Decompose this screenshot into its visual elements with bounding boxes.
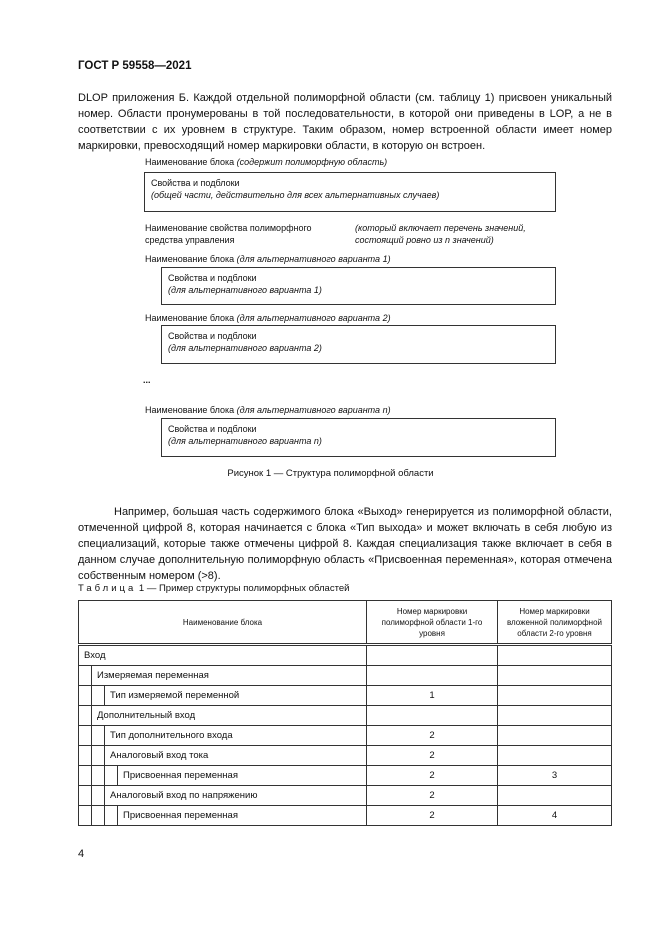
- header-level2: Номер маркировки вложенной полиморфной области 2-го уровня: [498, 601, 612, 645]
- indent-marker: [92, 746, 105, 765]
- indent-marker: [92, 786, 105, 805]
- cell-level2: [498, 706, 612, 726]
- figure-box-altn: Свойства и подблоки (для альтернативного варианта n): [161, 418, 556, 457]
- cell-level2: [498, 666, 612, 686]
- cell-level1: [367, 645, 498, 666]
- figure-box-alt1: Свойства и подблоки (для альтернативного варианта 1): [161, 267, 556, 305]
- table-row: [79, 666, 612, 686]
- indent-marker: [79, 706, 92, 725]
- table-row: [79, 786, 612, 806]
- cell-block-name: [79, 726, 367, 746]
- cell-block-name: [79, 746, 367, 766]
- table-row: [79, 766, 612, 786]
- table-row: [79, 726, 612, 746]
- cell-block-name: [79, 686, 367, 706]
- indent-marker: [79, 726, 92, 745]
- cell-block-name: [79, 806, 367, 826]
- indent-marker: [79, 746, 92, 765]
- indent-marker: [79, 766, 92, 785]
- cell-level1: 1: [367, 686, 498, 706]
- cell-level2: [498, 786, 612, 806]
- indent-marker: [105, 806, 118, 825]
- table-row: [79, 706, 612, 726]
- block-name: Тип дополнительного входа: [110, 730, 233, 741]
- table-row: [79, 746, 612, 766]
- figure-label-alt1: Наименование блока (для альтернативного варианта 1): [145, 254, 391, 264]
- figure-label-main: Наименование блока (содержит полиморфную область): [145, 157, 388, 167]
- block-name: Вход: [84, 650, 106, 661]
- cell-level1: 2: [367, 726, 498, 746]
- document-header: ГОСТ Р 59558—2021: [78, 60, 192, 72]
- indent-marker: [79, 666, 92, 685]
- cell-level1: 2: [367, 766, 498, 786]
- cell-block-name: [79, 786, 367, 806]
- cell-level1: [367, 666, 498, 686]
- cell-block-name: [79, 706, 367, 726]
- cell-block-name: [79, 645, 367, 666]
- figure-caption: Рисунок 1 — Структура полиморфной области: [227, 468, 434, 479]
- header-block-name: Наименование блока: [79, 601, 367, 645]
- figure-property-label: Наименование свойства полиморфного средства управления: [145, 223, 312, 245]
- cell-level2: [498, 746, 612, 766]
- cell-level1: 2: [367, 786, 498, 806]
- indent-marker: [92, 766, 105, 785]
- table-row: [79, 686, 612, 706]
- cell-level2: 4: [498, 806, 612, 826]
- table-row: [79, 645, 612, 666]
- table-row: [79, 806, 612, 826]
- block-name: Тип измеряемой переменной: [110, 690, 240, 701]
- block-name: Присвоенная переменная: [123, 810, 238, 821]
- indent-marker: [92, 686, 105, 705]
- table-caption: Таблица 1 — Пример структуры полиморфных областей: [78, 583, 350, 594]
- indent-marker: [92, 806, 105, 825]
- block-name: Измеряемая переменная: [97, 670, 209, 681]
- figure-property-note: (который включает перечень значений, состоящий ровно из n значений): [355, 223, 526, 245]
- figure-ellipsis: ...: [143, 375, 151, 385]
- block-name: Дополнительный вход: [97, 710, 196, 721]
- cell-level1: 2: [367, 746, 498, 766]
- cell-block-name: [79, 666, 367, 686]
- header-level1: Номер маркировки полиморфной области 1-го уровня: [367, 601, 498, 645]
- cell-level2: [498, 645, 612, 666]
- figure-box-common: [144, 172, 556, 212]
- cell-level2: [498, 726, 612, 746]
- page-number: 4: [78, 848, 85, 860]
- box-line: (общей части, действительно для всех альтернативных случаев): [151, 190, 440, 200]
- indent-marker: [105, 766, 118, 785]
- block-name: Аналоговый вход по напряжению: [110, 790, 258, 801]
- indent-marker: [79, 686, 92, 705]
- cell-level2: 3: [498, 766, 612, 786]
- figure-label-altn: Наименование блока (для альтернативного варианта n): [145, 405, 391, 415]
- paragraph-1: DLOP приложения Б. Каждой отдельной полиморфной области (см. таблицу 1) присвоен уникальный номер. Области пронумерованы в той последовательности, в которой они приведены в LOP, а не в соответствии с их уровнем в структуре. Таким образом, номер встроенной области имеет номер маркировки, превосходящий номер маркировки области, в которую он встроен.: [78, 92, 612, 152]
- block-name: Аналоговый вход тока: [110, 750, 209, 761]
- figure-box-alt2: Свойства и подблоки (для альтернативного варианта 2): [161, 325, 556, 364]
- cell-level1: 2: [367, 806, 498, 826]
- block-name: Присвоенная переменная: [123, 770, 238, 781]
- indent-marker: [79, 806, 92, 825]
- figure-label-alt2: Наименование блока (для альтернативного варианта 2): [145, 313, 391, 323]
- indent-marker: [79, 786, 92, 805]
- cell-block-name: [79, 766, 367, 786]
- polymorphic-structure-table: [78, 600, 612, 826]
- paragraph-2: Например, большая часть содержимого блока «Выход» генерируется из полиморфной области, отмеченной цифрой 8, которая начинается с блока «Тип выхода» и может включать в себя любую из специализаций, которые также отмечены цифрой 8. Каждая специализация также включает в себя в данном случае дополнительную полиморфную область «Присвоенная переменная», которая отмечена собственным номером (>8).: [78, 506, 612, 582]
- box-line: Свойства и подблоки: [151, 178, 240, 188]
- indent-marker: [92, 726, 105, 745]
- cell-level2: [498, 686, 612, 706]
- cell-level1: [367, 706, 498, 726]
